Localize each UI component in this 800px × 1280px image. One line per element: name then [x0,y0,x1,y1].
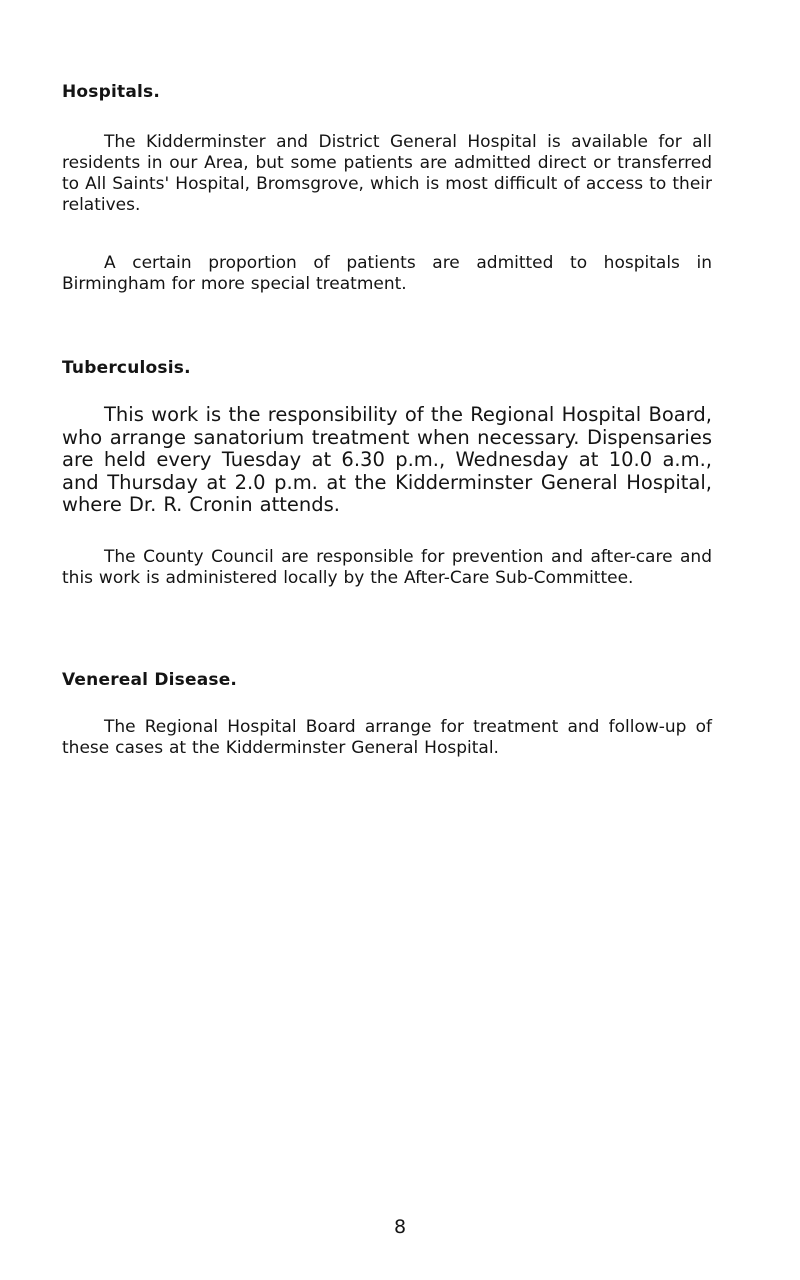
tuberculosis-paragraph-2: The County Council are responsible for prevention and after-care and this work is administered locally by the After-Care Sub-Committee. [62,547,712,588]
section-heading-hospitals: Hospitals. [62,82,161,102]
hospitals-paragraph-2: A certain proportion of patients are admitted to hospitals in Birmingham for more special treatment. [62,253,712,294]
section-heading-tuberculosis: Tuberculosis. [62,358,191,378]
section-heading-venereal-disease: Venereal Disease. [62,670,238,690]
venereal-disease-paragraph-1: The Regional Hospital Board arrange for treatment and follow-up of these cases at the Kidderminster General Hospital. [62,717,712,758]
tuberculosis-paragraph-1: This work is the responsibility of the Regional Hospital Board, who arrange sanatorium treatment when necessary. Dispensaries are held every Tuesday at 6.30 p.m., Wednesday at 10.0 a.m., and Thursday at 2.0 p.m. at the Kidderminster General Hospital, where Dr. R. Cronin attends. [62,403,712,516]
hospitals-paragraph-1: The Kidderminster and District General Hospital is available for all residents in our Area, but some patients are admitted direct or transferred to All Saints' Hospital, Bromsgrove, which is most difficult of access to their relatives. [62,132,712,215]
page-number: 8 [393,1216,407,1238]
